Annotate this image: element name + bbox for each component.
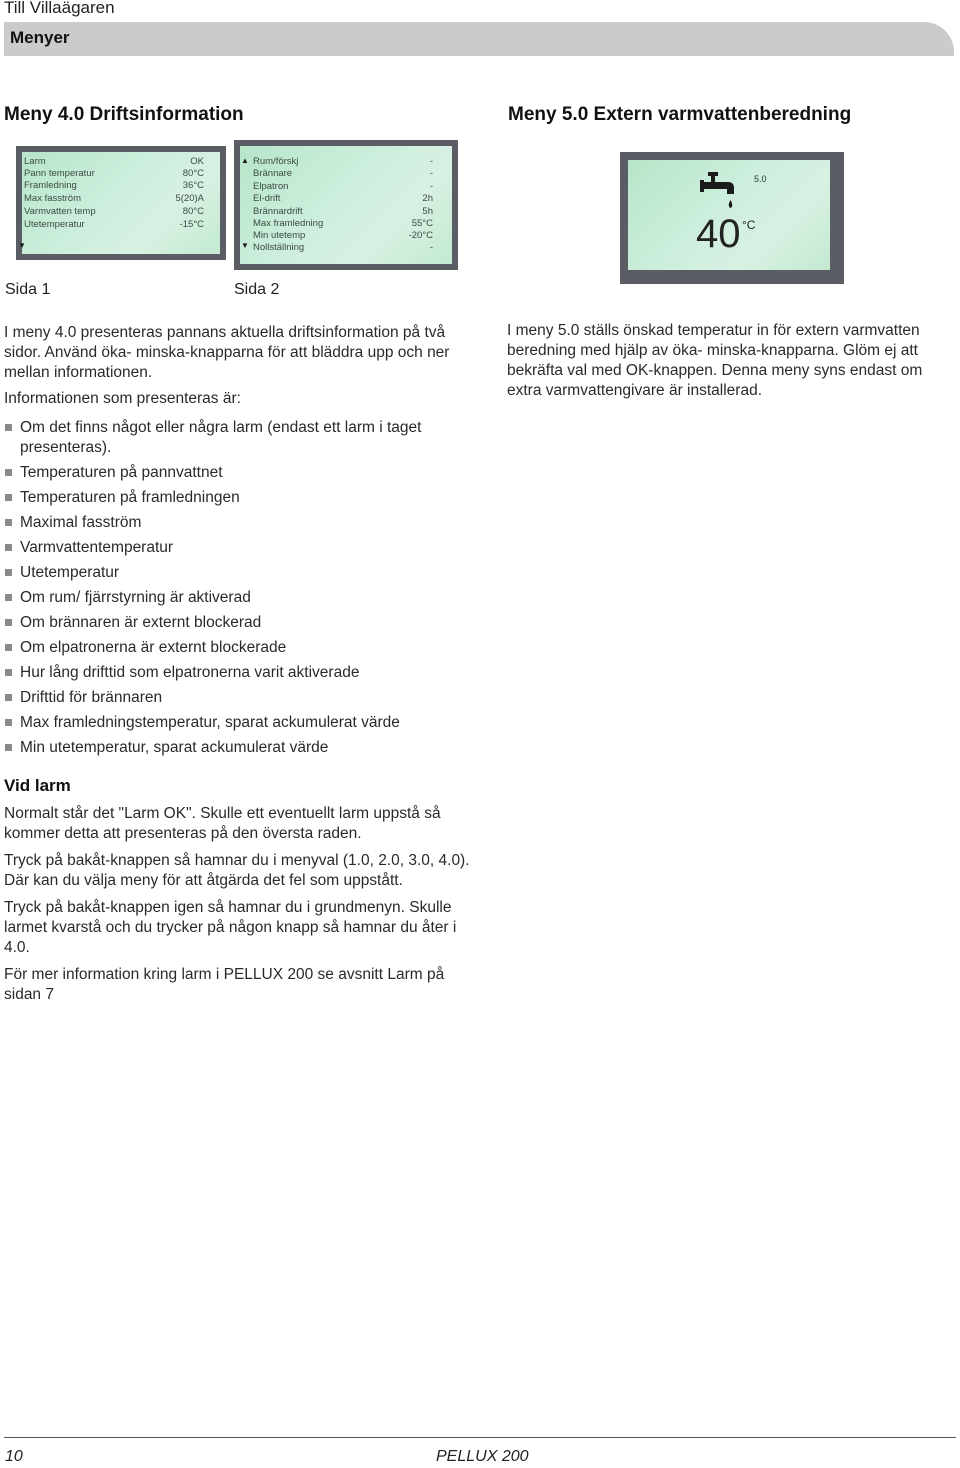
product-name: PELLUX 200 — [436, 1448, 529, 1465]
scroll-down-arrow-icon: ▼ — [18, 241, 26, 250]
alarm-paragraph: Tryck på bakåt-knappen igen så hamnar du i grundmenyn. Skulle larmet kvarstå och du trycker på någon knapp så hamnar du åter i 4.0. — [4, 899, 457, 956]
list-item: Drifttid för brännaren — [4, 688, 474, 708]
list-item: Temperaturen på pannvattnet — [4, 463, 474, 483]
document-header-title: Till Villaägaren — [4, 0, 115, 17]
lcd-row: Min utetemp -20°C — [253, 230, 433, 241]
menu-4-heading: Meny 4.0 Driftsinformation — [4, 104, 244, 125]
list-item: Maximal fasström — [4, 513, 474, 533]
section-band — [4, 22, 954, 56]
temperature-value: 40 — [696, 212, 741, 256]
list-intro: Informationen som presenteras är: — [4, 390, 241, 407]
alarm-heading: Vid larm — [4, 776, 71, 795]
menu-number: 5.0 — [754, 174, 767, 184]
lcd-screen — [18, 152, 220, 254]
list-item: Min utetemperatur, sparat ackumulerat värde — [4, 738, 474, 758]
lcd-screen — [240, 146, 452, 264]
list-item: Om brännaren är externt blockerad — [4, 613, 474, 633]
lcd-row: Max framledning 55°C — [253, 218, 433, 229]
lcd-row: Rum/förskj - — [253, 156, 433, 167]
footer-divider — [4, 1437, 956, 1438]
lcd-display-page-2 — [234, 140, 458, 270]
alarm-paragraph: För mer information kring larm i PELLUX 200 se avsnitt Larm på sidan 7 — [4, 966, 445, 1003]
left-column-body — [4, 323, 474, 1005]
lcd-row: Elpatron - — [253, 181, 433, 192]
lcd-row: Utetemperatur -15°C — [24, 219, 204, 230]
lcd-row: Max fasström 5(20)A — [24, 193, 204, 204]
list-item: Om rum/ fjärrstyrning är aktiverad — [4, 588, 474, 608]
scroll-down-arrow-icon: ▼ — [241, 241, 249, 250]
alarm-paragraph: Normalt står det "Larm OK". Skulle ett eventuellt larm uppstå så kommer detta att presenteras på den översta raden. — [4, 805, 441, 842]
menu-5-paragraph: I meny 5.0 ställs önskad temperatur in för extern varmvatten beredning med hjälp av öka- minska-knapparna. Glöm ej att bekräfta val med OK-knappen. Denna meny syns endast om extra varmvattengivare är installerad. — [507, 322, 923, 399]
temperature-unit: °C — [742, 218, 756, 232]
section-band-title: Menyer — [10, 28, 70, 47]
list-item: Om det finns något eller några larm (endast ett larm i taget presenteras). — [4, 418, 474, 458]
lcd-row: Framledning 36°C — [24, 180, 204, 191]
list-item: Hur lång drifttid som elpatronerna varit aktiverade — [4, 663, 474, 683]
lcd-row: Brännardrift 5h — [253, 206, 433, 217]
lcd-row: Pann temperatur 80°C — [24, 168, 204, 179]
intro-paragraph: I meny 4.0 presenteras pannans aktuella driftsinformation på två sidor. Använd öka- minska-knapparna för att bläddra upp och ner mellan informationen. — [4, 324, 450, 381]
lcd-display-menu-5 — [620, 152, 844, 284]
list-item: Max framledningstemperatur, sparat ackumulerat värde — [4, 713, 474, 733]
lcd-row: Larm OK — [24, 156, 204, 167]
lcd-row: El-drift 2h — [253, 193, 433, 204]
menu-5-heading: Meny 5.0 Extern varmvattenberedning — [508, 104, 852, 125]
info-list — [4, 418, 474, 758]
page-1-caption: Sida 1 — [5, 281, 51, 298]
scroll-up-arrow-icon: ▲ — [241, 156, 249, 165]
page-2-caption: Sida 2 — [234, 281, 280, 298]
lcd-row: Varmvatten temp 80°C — [24, 206, 204, 217]
lcd-row: Nollställning - — [253, 242, 433, 253]
list-item: Utetemperatur — [4, 563, 474, 583]
list-item: Om elpatronerna är externt blockerade — [4, 638, 474, 658]
list-item: Varmvattentemperatur — [4, 538, 474, 558]
page-number: 10 — [5, 1448, 23, 1465]
lcd-display-page-1 — [16, 146, 226, 260]
lcd-row: Brännare - — [253, 168, 433, 179]
lcd-screen — [628, 160, 830, 270]
list-item: Temperaturen på framledningen — [4, 488, 474, 508]
alarm-paragraph: Tryck på bakåt-knappen så hamnar du i menyval (1.0, 2.0, 3.0, 4.0). Där kan du välja meny för att åtgärda det fel som uppstått. — [4, 852, 470, 889]
